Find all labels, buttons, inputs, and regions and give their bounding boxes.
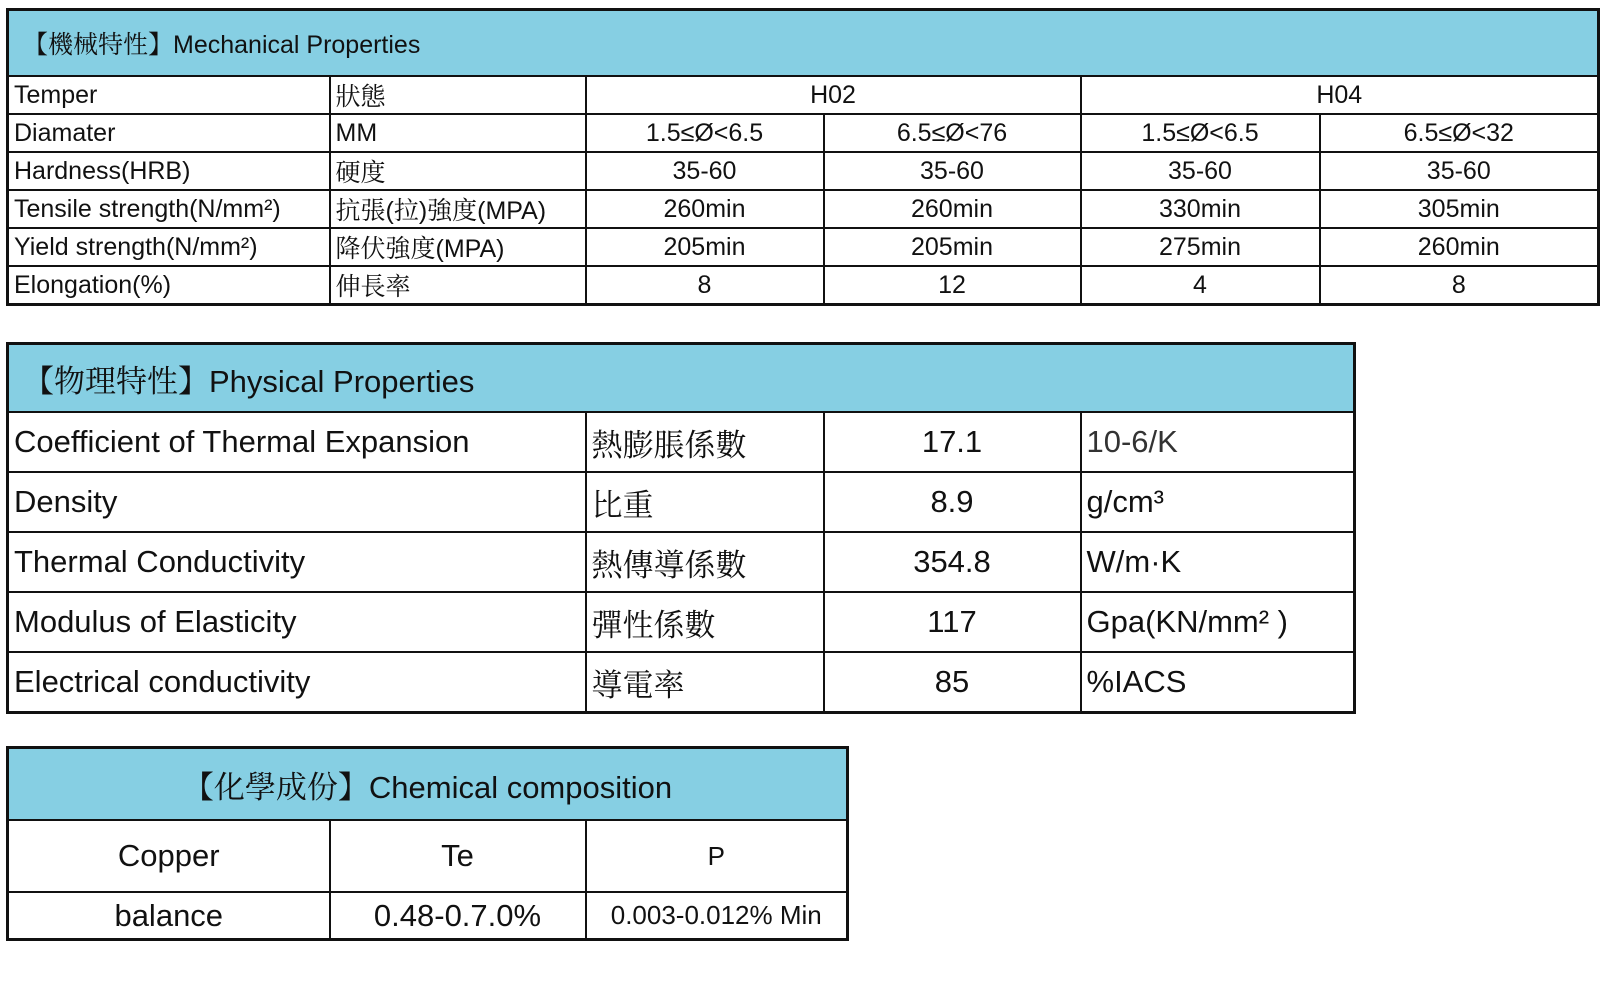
row-label-zh: 抗張(拉)強度(MPA) [330,190,586,228]
table-row [8,592,1355,652]
row-label-en: Temper [8,76,330,114]
cell-value: 8 [586,266,824,305]
cell-value: 8.9 [824,472,1081,532]
row-label-zh: 伸長率 [330,266,586,305]
row-label-en: Tensile strength(N/mm²) [8,190,330,228]
cell-value: 205min [824,228,1081,266]
table-row [8,190,1599,228]
row-label-en: Density [8,472,586,532]
row-label-zh: 熱傳導係數 [586,532,824,592]
cell-value: 260min [1320,228,1599,266]
cell-value: 330min [1081,190,1320,228]
row-label-en: Modulus of Elasticity [8,592,586,652]
table-row [8,652,1355,713]
cell-value: 12 [824,266,1081,305]
row-label-zh: 熱膨脹係數 [586,412,824,472]
cell-value: 260min [586,190,824,228]
row-label-zh: 硬度 [330,152,586,190]
table-row [8,892,848,940]
row-label-en: Thermal Conductivity [8,532,586,592]
cell-value: 354.8 [824,532,1081,592]
cell-value: 85 [824,652,1081,713]
mechanical-title: 【機械特性】Mechanical Properties [8,10,1599,77]
temper-h02: H02 [586,76,1081,114]
cell-value: 6.5≤Ø<76 [824,114,1081,152]
row-label-en: Coefficient of Thermal Expansion [8,412,586,472]
column-header: P [586,820,848,892]
cell-value: 0.48-0.7.0% [330,892,586,940]
cell-value: 275min [1081,228,1320,266]
table-row [8,412,1355,472]
table-row [8,266,1599,305]
row-label-en: Diamater [8,114,330,152]
cell-value: 205min [586,228,824,266]
cell-value: 0.003-0.012% Min [586,892,848,940]
table-row [8,76,1599,114]
row-label-zh: 狀態 [330,76,586,114]
cell-unit: 10-6/K [1081,412,1355,472]
cell-value: 117 [824,592,1081,652]
mechanical-properties-table [6,8,1600,306]
cell-value: 305min [1320,190,1599,228]
table-row [8,228,1599,266]
physical-properties-table [6,342,1356,714]
row-label-en: Hardness(HRB) [8,152,330,190]
row-label-en: Yield strength(N/mm²) [8,228,330,266]
cell-value: 1.5≤Ø<6.5 [586,114,824,152]
row-label-zh: MM [330,114,586,152]
cell-value: 35-60 [824,152,1081,190]
cell-value: 17.1 [824,412,1081,472]
table-row [8,114,1599,152]
column-header: Copper [8,820,330,892]
row-label-en: Elongation(%) [8,266,330,305]
cell-value: 4 [1081,266,1320,305]
table-row [8,532,1355,592]
cell-value: 8 [1320,266,1599,305]
cell-unit: Gpa(KN/mm² ) [1081,592,1355,652]
cell-unit: W/m·K [1081,532,1355,592]
table-row [8,472,1355,532]
row-label-zh: 降伏強度(MPA) [330,228,586,266]
cell-value: 6.5≤Ø<32 [1320,114,1599,152]
physical-title: 【物理特性】Physical Properties [8,344,1355,413]
cell-value: 260min [824,190,1081,228]
cell-value: balance [8,892,330,940]
chemical-title: 【化學成份】Chemical composition [8,748,848,821]
table-row [8,152,1599,190]
row-label-zh: 比重 [586,472,824,532]
row-label-en: Electrical conductivity [8,652,586,713]
cell-value: 35-60 [1320,152,1599,190]
row-label-zh: 彈性係數 [586,592,824,652]
row-label-zh: 導電率 [586,652,824,713]
cell-value: 1.5≤Ø<6.5 [1081,114,1320,152]
cell-value: 35-60 [586,152,824,190]
chemical-composition-table [6,746,849,941]
cell-value: 35-60 [1081,152,1320,190]
column-header: Te [330,820,586,892]
cell-unit: %IACS [1081,652,1355,713]
table-row [8,820,848,892]
temper-h04: H04 [1081,76,1599,114]
cell-unit: g/cm³ [1081,472,1355,532]
